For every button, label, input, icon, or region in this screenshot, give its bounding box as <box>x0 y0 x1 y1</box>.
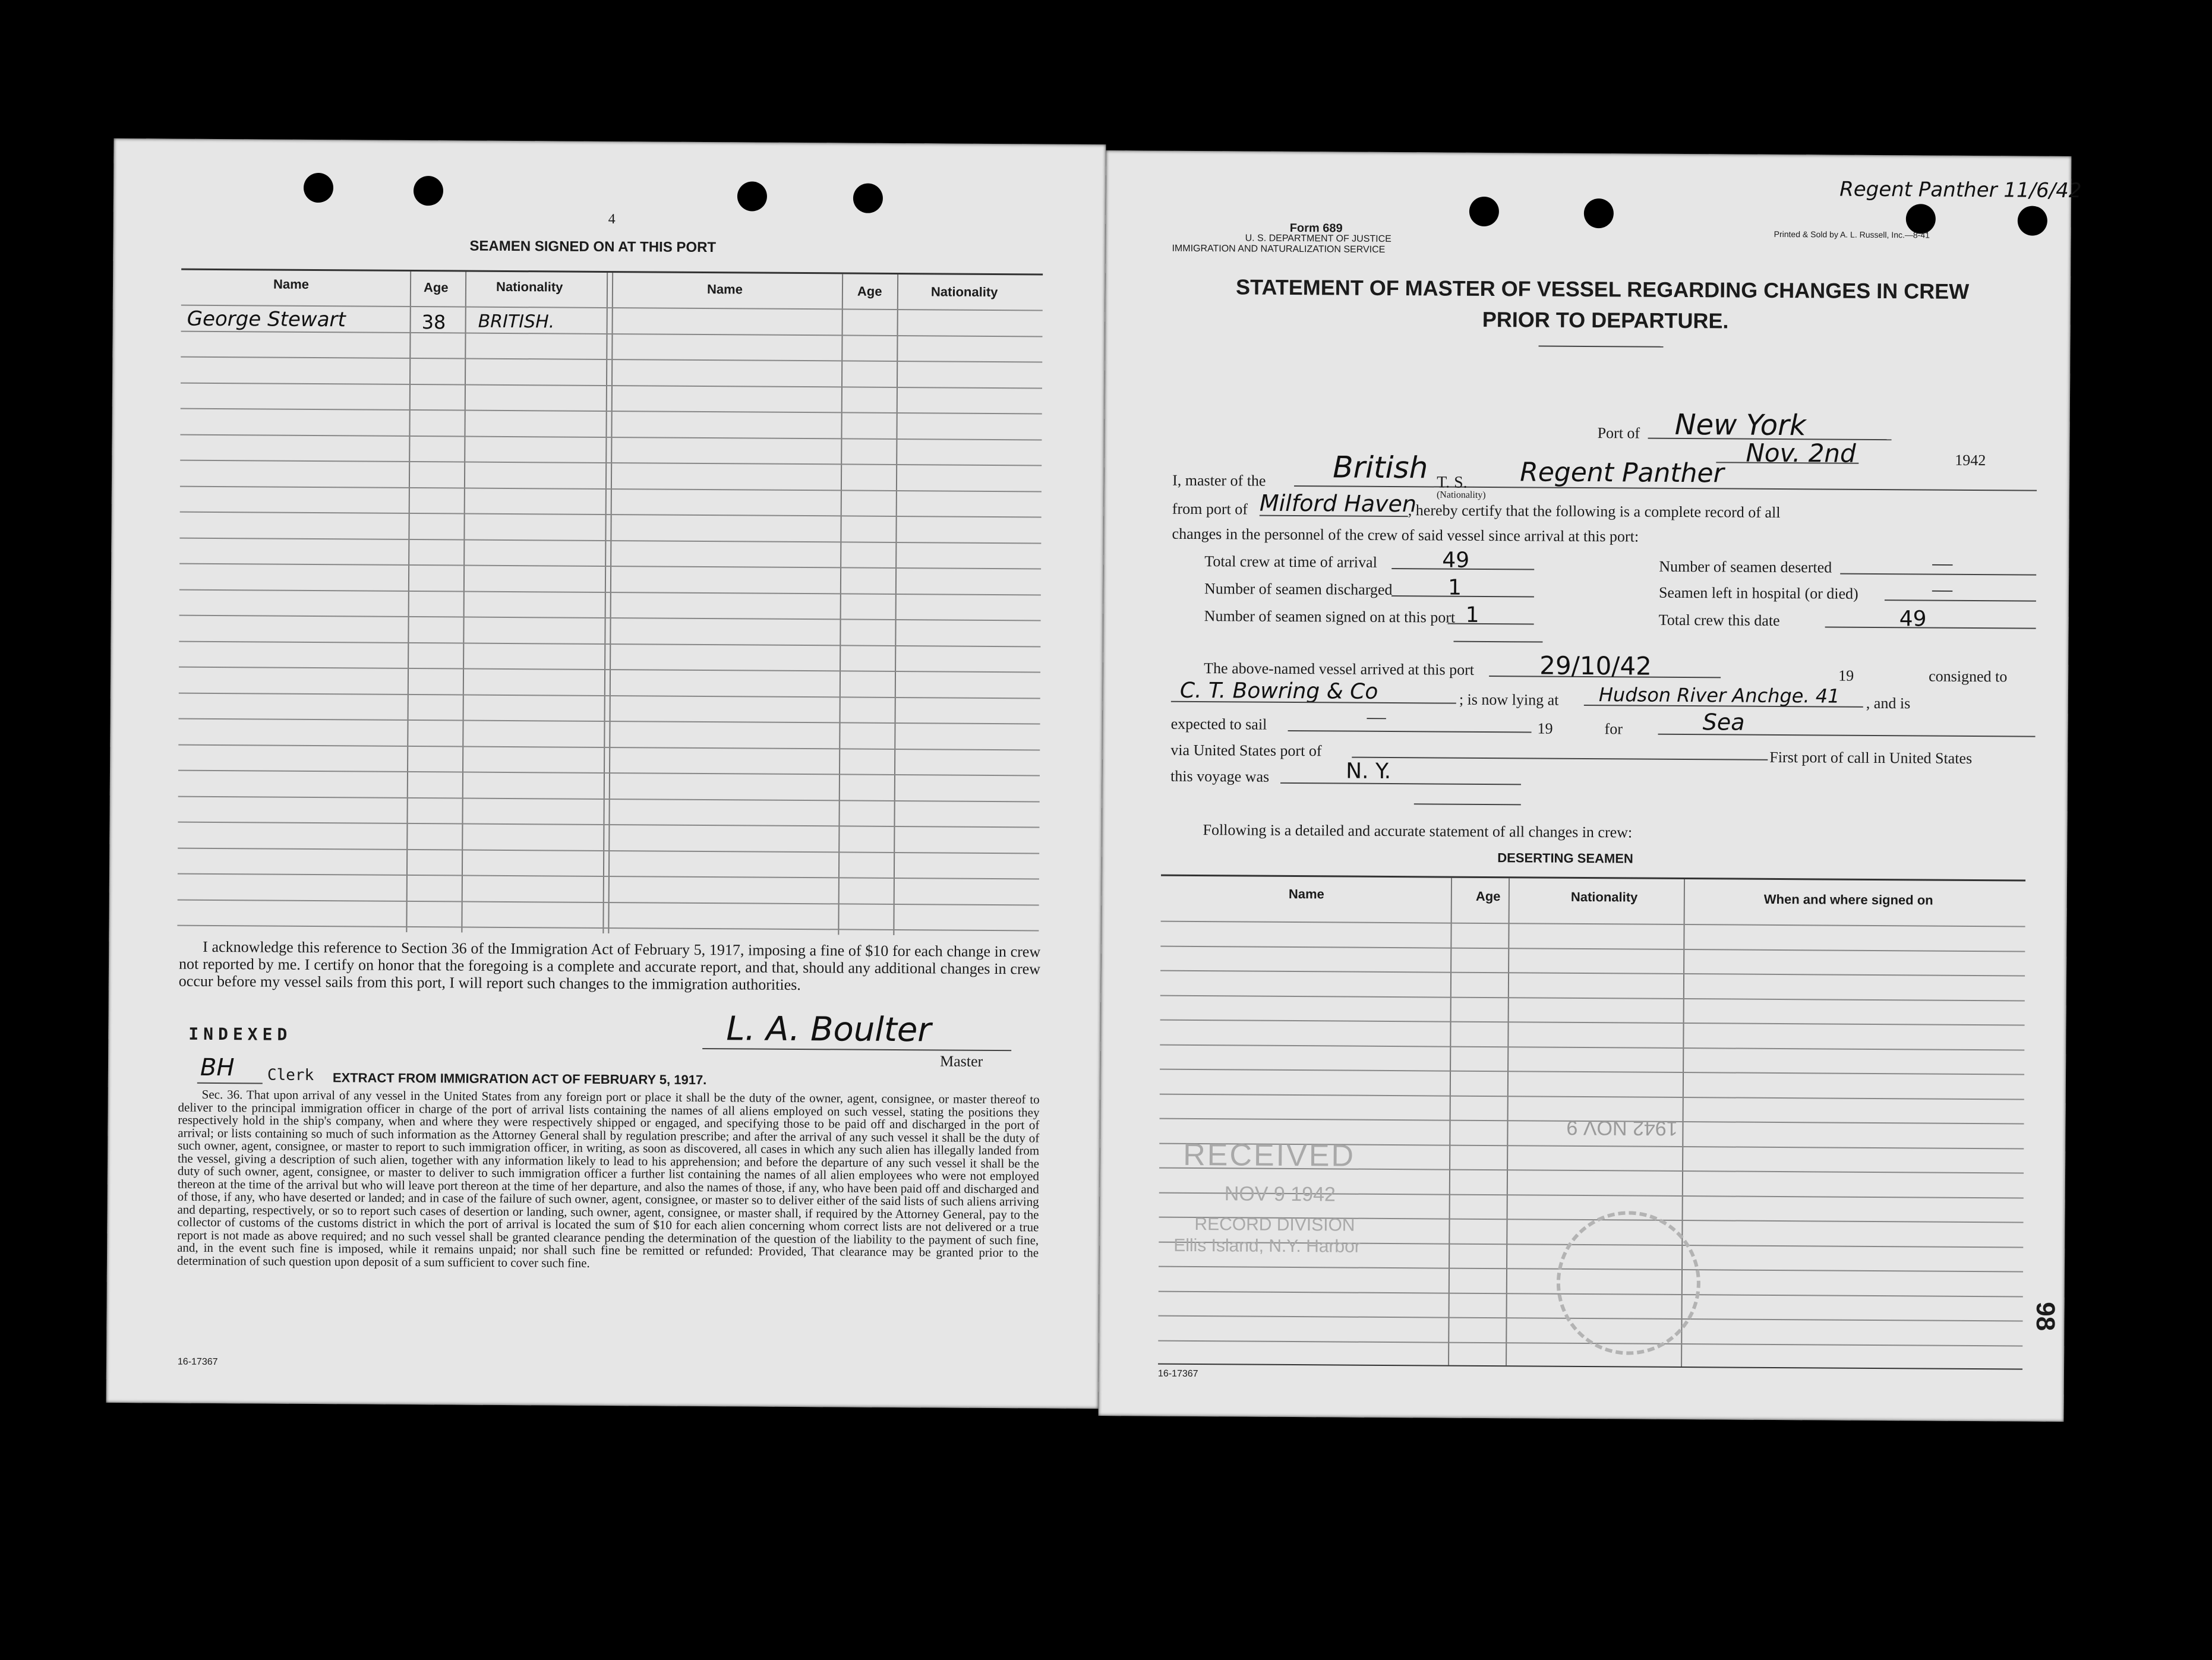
table-rule <box>1160 1044 2024 1050</box>
following-text: Following is a detailed and accurate statement of all changes in crew: <box>1203 821 1633 841</box>
extract-title: EXTRACT FROM IMMIGRATION ACT OF FEBRUARY 5, 1917. <box>332 1070 707 1088</box>
punch-hole <box>2018 206 2047 235</box>
table-rule <box>1160 970 2025 977</box>
lying-label: ; is now lying at <box>1459 690 1559 709</box>
first-call-label: First port of call in United States <box>1769 748 1973 767</box>
desert-col-age: Age <box>1475 888 1501 904</box>
department: U. S. DEPARTMENT OF JUSTICE <box>1245 233 1391 244</box>
changes-text: changes in the personnel of the crew of said vessel since arrival at this port: <box>1172 525 1639 545</box>
master-of-label: I, master of the <box>1172 471 1266 490</box>
seamen-hospital-value: — <box>1932 578 1953 601</box>
from-port-label: from port of <box>1172 500 1248 518</box>
table-rule <box>1160 1093 2024 1100</box>
punch-hole <box>853 184 883 213</box>
for-value: Sea <box>1702 709 1745 736</box>
master-label: Master <box>939 1052 983 1070</box>
punch-hole <box>1584 198 1614 228</box>
from-port-value: Milford Haven <box>1259 490 1417 517</box>
voyage-label: this voyage was <box>1170 767 1270 785</box>
seaman-age: 38 <box>421 311 446 334</box>
stamp-date: NOV 9 1942 <box>1224 1182 1336 1206</box>
punch-hole <box>1906 204 1936 233</box>
port-value: New York <box>1674 408 1806 443</box>
seamen-signed-value: 1 <box>1465 602 1479 627</box>
lying-value: Hudson River Anchge. 41 <box>1598 683 1840 708</box>
col-header-age: Age <box>423 280 449 295</box>
and-is: , and is <box>1866 694 1911 712</box>
total-crew-date-value: 49 <box>1899 607 1927 632</box>
col-header-nationality: Nationality <box>496 279 563 295</box>
right-page <box>1099 150 2082 1422</box>
total-crew-date-label: Total crew this date <box>1658 611 1780 629</box>
left-page <box>106 138 1106 1409</box>
voyage-value: N. Y. <box>1346 759 1391 784</box>
acknowledgment-text: I acknowledge this reference to Section 36 of the Immigration Act of February 5, 1917, imposing a fine of $10 for each change in crew not reported by me. I certify on honor that the foregoing is a complete and accurate report, and that, should any additional changes in crew occur before my vessel sails from this port, I will report such changes to the immigration authorities. <box>178 938 1041 994</box>
vessel-name: Regent Panther <box>1520 457 1724 489</box>
stamp-received: RECEIVED <box>1183 1137 1356 1173</box>
form-subtitle: PRIOR TO DEPARTURE. <box>1482 307 1729 333</box>
indexed-stamp: INDEXED <box>188 1024 292 1044</box>
via-label: via United States port of <box>1170 741 1322 760</box>
punch-hole <box>1469 197 1499 226</box>
table-rule <box>1160 1069 2024 1075</box>
nationality-value: British <box>1333 450 1428 485</box>
expected-value: — <box>1367 705 1386 727</box>
page-number: 4 <box>608 212 616 228</box>
certify-text: , hereby certify that the following is a complete record of all <box>1408 501 1781 522</box>
extract-text: Sec. 36. That upon arrival of any vessel in the United States from any foreign port or place it shall be the duty of the owner, agent, consignee, or master thereof to deliver to the principal immigration officer in charge of the port of arrival lists containing the names of all aliens employed on such vessel, stating the positions they respectively hold in the ship's company, when and where they were respectively shipped or engaged, and specifying those to be paid off and discharged in the port of arrival; or lists containing so much of such information as the Attorney General shall by regulation prescribe; and after the arrival of any such vessel it shall be the duty of such owner, agent, consignee, or master to report to such immigration officer, in writing, as soon as discovered, all cases in which any such alien has illegally landed from the vessel, giving a description of such alien, together with any information likely to lead to his apprehension; and before the departure of any such vessel it shall be the duty of such owner, agent, consignee, or master to deliver to such immigration officer a further list containing the names of all alien employees who were not employed thereon at the time of the arrival but who will leave port thereon at the time of her departure, and also the names of those, if any, who have been paid off and discharged and of those, if any, who have deserted or landed; and in case of the failure of such owner, agent, consignee, or master so to deliver either of the said lists of such aliens arriving and departing, respectively, or so to report such cases of desertion or landing, such owner, agent, consignee, or master shall, if required by the Attorney General, pay to the collector of customs of the customs district in which the port of arrival is located the sum of $10 for each alien concerning whom correct lists are not delivered or a true report is not made as above required; and no such vessel shall be granted clearance pending the determination of the question of the liability to the payment of such fine, and, in the event such fine is imposed, while it remains unpaid; nor shall such fine be remitted or refunded: Provided, That clearance may be granted prior to the determination of such question upon deposit of a sum sufficient to cover such fine. <box>176 1087 1040 1270</box>
col-header-name-2: Name <box>706 282 743 297</box>
total-crew-arrival-value: 49 <box>1442 548 1470 573</box>
stamp-division: RECORD DIVISION <box>1194 1214 1355 1235</box>
col-header-nationality-2: Nationality <box>930 284 998 300</box>
deserting-title: DESERTING SEAMEN <box>1497 850 1633 866</box>
stamp-location: Ellis Island, N.Y. Harbor <box>1173 1235 1361 1257</box>
form-code-right: 16-17367 <box>1157 1368 1198 1380</box>
table-rule <box>1160 995 2025 1001</box>
consignee-value: C. T. Bowring & Co <box>1179 678 1378 704</box>
corner-note: Regent Panther 11/6/42 <box>1839 177 2082 203</box>
clerk-initials: BH <box>200 1053 235 1082</box>
seaman-name: George Stewart <box>187 307 346 332</box>
punch-hole <box>737 181 767 211</box>
form-number: Form 689 <box>1289 221 1343 235</box>
col-header-name: Name <box>273 276 310 292</box>
seaman-nationality: BRITISH. <box>478 311 555 333</box>
desert-col-when-where: When and where signed on <box>1763 891 1933 908</box>
seamen-hospital-label: Seamen left in hospital (or died) <box>1658 583 1858 602</box>
total-crew-arrival-label: Total crew at time of arrival <box>1204 553 1377 571</box>
table-rule <box>1161 921 2025 927</box>
table-rule <box>1160 945 2025 952</box>
nationality-caption: (Nationality) <box>1436 490 1486 500</box>
for-label: for <box>1604 720 1623 738</box>
table-rule <box>1160 1020 2025 1026</box>
service-name: IMMIGRATION AND NATURALIZATION SERVICE <box>1172 243 1386 255</box>
vessel-prefix: T. S. <box>1437 473 1468 492</box>
expected-label: expected to sail <box>1170 715 1267 733</box>
seamen-signed-table <box>177 269 1043 936</box>
port-label: Port of <box>1597 424 1640 442</box>
expected-nineteen: 19 <box>1537 719 1553 737</box>
punch-hole <box>414 176 443 206</box>
date-value: Nov. 2nd <box>1746 438 1856 468</box>
stamp-mirror-date: 1942 NOV 9 <box>1566 1116 1678 1140</box>
form-title: STATEMENT OF MASTER OF VESSEL REGARDING CHANGES IN CREW <box>1235 274 1970 304</box>
seamen-discharged-label: Number of seamen discharged <box>1204 580 1393 599</box>
consigned-label: consigned to <box>1929 667 2008 686</box>
seamen-deserted-value: — <box>1932 552 1953 575</box>
nineteen: 19 <box>1838 667 1854 684</box>
seamen-discharged-value: 1 <box>1447 575 1462 600</box>
page-edge-number: 98 <box>2030 1302 2060 1331</box>
arrived-label: The above-named vessel arrived at this port <box>1204 659 1475 678</box>
year: 1942 <box>1955 451 1986 469</box>
seamen-deserted-label: Number of seamen deserted <box>1659 557 1832 576</box>
desert-col-name: Name <box>1288 886 1324 902</box>
section-title: SEAMEN SIGNED ON AT THIS PORT <box>469 238 717 256</box>
master-signature: L. A. Boulter <box>726 1009 932 1050</box>
punch-hole <box>304 173 333 203</box>
seamen-signed-label: Number of seamen signed on at this port <box>1204 607 1456 626</box>
round-seal <box>1556 1211 1700 1355</box>
arrived-value: 29/10/42 <box>1539 651 1652 681</box>
printer-note: Printed & Sold by A. L. Russell, Inc.—8-41 <box>1774 229 1930 240</box>
col-header-age-2: Age <box>857 283 882 299</box>
desert-col-nationality: Nationality <box>1570 889 1638 905</box>
clerk-label: Clerk <box>267 1066 314 1085</box>
form-code: 16-17367 <box>177 1356 218 1368</box>
